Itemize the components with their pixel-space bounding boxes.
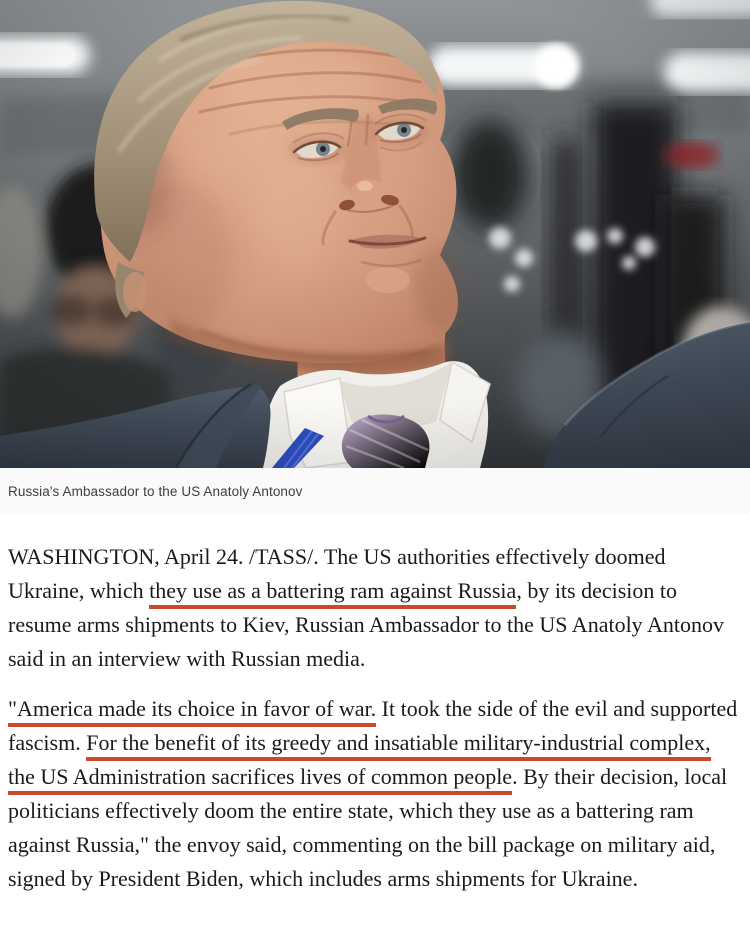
article-paragraph — [8, 540, 742, 676]
text-segment: WASHINGTON, April 24. /TASS/. The US authorities effectively doomed Ukraine, which — [8, 544, 666, 603]
photo-caption: Russia's Ambassador to the US Anatoly Antonov — [8, 483, 303, 499]
text-segment: , by its decision to resume arms shipments to Kiev, Russian Ambassador to the US Anatoly Antonov said in an interview with Russian media. — [8, 578, 724, 671]
annotated-phrase: they use as a battering ram against Russia — [149, 578, 516, 609]
text-segment: It took the side of the evil and supported fascism. — [8, 696, 738, 755]
article-body — [0, 514, 750, 896]
article-paragraph — [8, 692, 742, 896]
annotated-phrase: For the benefit of its greedy and insatiable military-industrial complex, the US Administration sacrifices lives of common people — [8, 730, 711, 795]
photo-caption-bar — [0, 468, 750, 514]
annotated-phrase: "America made its choice in favor of war. — [8, 696, 376, 727]
text-segment: . By their decision, local politicians effectively doom the entire state, which they use as a battering ram against Russia," the envoy said, commenting on the bill package on military aid, signed by President Biden, which includes arms shipments for Ukraine. — [8, 764, 728, 891]
